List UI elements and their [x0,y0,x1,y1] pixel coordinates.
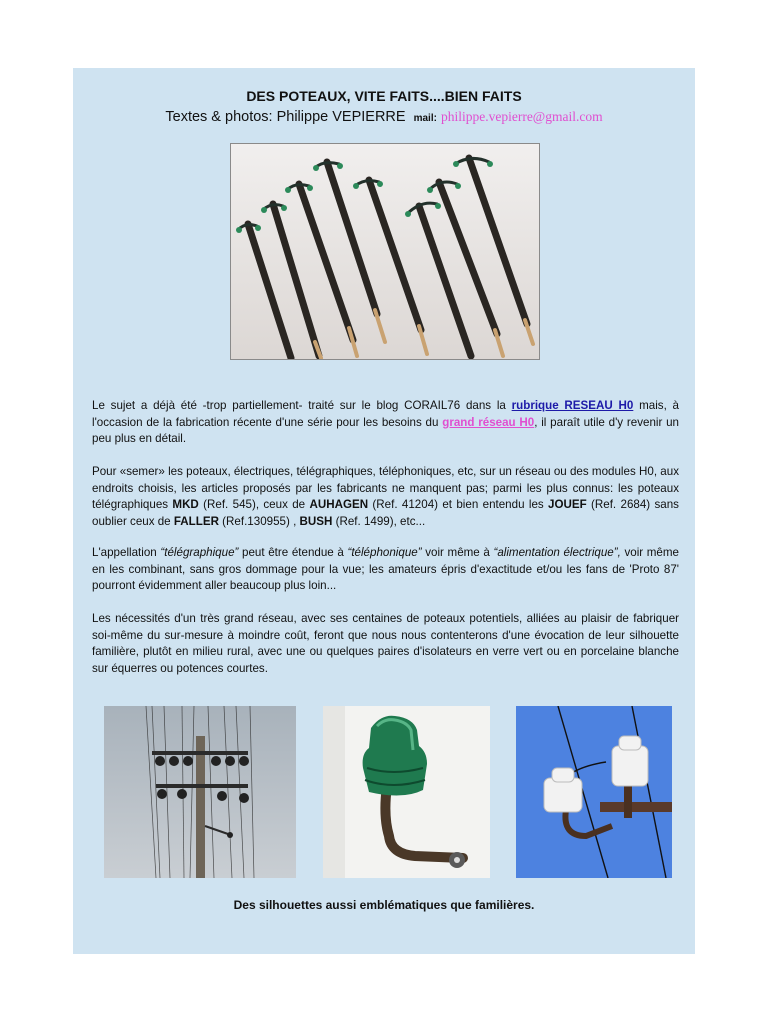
green-insulator-photo [323,706,490,878]
paragraph-intro [92,398,679,448]
paragraph-text: (Ref. 545), ceux de [198,498,310,511]
model-poles-photo [230,143,540,360]
paragraph-appellation [92,545,679,595]
document-panel [73,68,695,954]
paragraph-text: Le sujet a déjà été -trop partiellement- traité sur le blog CORAIL76 dans la [92,399,512,412]
mail-label: mail: [413,113,437,124]
paragraph-text: , il paraît utile d'y revenir un peu plus en détail. [92,415,680,445]
paragraph-text: (Ref. 1499), etc... [332,514,426,528]
paragraph-text: peut être étendue à [238,546,348,559]
paragraph-text: L'appellation [92,546,161,559]
paragraph-necessites: Les nécessités d'un très grand réseau, avec ses centaines de poteaux potentiels, alliées au plaisir de fabriquer soi-même du sur-mesure à moindre coût, feront que nous nous contenterons d'une évocation de leur silhouette familière, plutôt en milieu rural, avec une ou quelques paires d'isolateurs en verre vert ou en porcelaine blanche sur équerres ou potences courtes. [92,612,679,675]
paragraph-text: mais, à l'occasion de la fabrication récente d'une série pour les besoins du [92,399,679,429]
paragraph-text: voir même à [421,546,494,559]
paragraph-text: (Ref.130955) , [218,514,300,528]
paragraph-text: (Ref. 41204) et bien entendu les [368,498,549,511]
italic-term: “télégraphique” [160,546,239,559]
brand-name: JOUEF [548,498,587,511]
paragraph-text: voir même en les combinant, sans gros dommage pour la vue; les amateurs épris d'exactitude et/ou les fans de 'Proto 87' pourront évidemment aller beaucoup plus loin... [92,546,679,592]
italic-term: “alimentation électrique”, [493,546,621,559]
paragraph-text: Pour «semer» les poteaux, électriques, télégraphiques, téléphoniques, etc, sur un réseau ou des modules H0, aux endroits choisis, les articles proposés par les fabricants ne manquent pas; parmi les plus connus: les poteaux télégraphiques [92,465,679,511]
porcelain-insulators-photo [516,706,672,878]
rural-pole-photo [104,706,296,878]
paragraph-manufacturers [92,464,679,530]
credits-line [73,109,695,125]
brand-name: FALLER [173,514,219,528]
credits-text: Textes & photos: Philippe VEPIERRE [165,109,406,125]
brand-name: BUSH [299,514,333,528]
photos-caption: Des silhouettes aussi emblématiques que familières. [233,898,535,912]
italic-term: “téléphonique” [347,546,422,559]
brand-name: AUHAGEN [309,498,369,511]
page-title: DES POTEAUX, VITE FAITS....BIEN FAITS [246,88,522,104]
brand-name: MKD [172,498,199,511]
mail-link[interactable]: philippe.vepierre@gmail.com [440,109,603,124]
paragraph-text: (Ref. 2684) sans oublier ceux de [92,498,679,528]
rubrique-reseau-link[interactable]: rubrique RESEAU H0 [511,399,634,412]
grand-reseau-link[interactable]: grand réseau H0 [442,415,535,429]
